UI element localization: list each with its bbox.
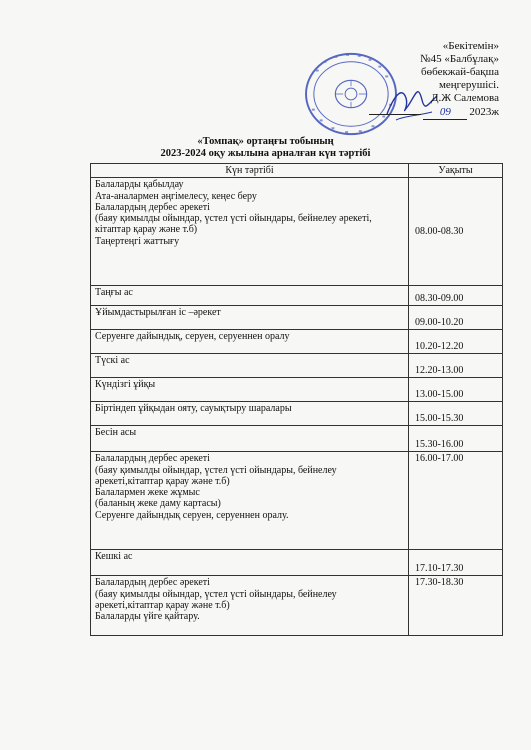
approval-line-5: Д.Ж Салемова — [431, 92, 499, 104]
time-cell: 15.30-16.00 — [409, 426, 503, 452]
activity-cell — [91, 178, 409, 286]
approval-line-4: меңгерушісі. — [438, 79, 499, 91]
activity-line: (баяу қимылды ойындар, үстел үсті ойындары, бейнелеу әрекеті, кітаптар қарау және т.б) — [95, 213, 372, 236]
time-cell: 10.20-12.20 — [409, 330, 503, 354]
activity-cell — [91, 354, 409, 378]
activity-line: Балаларды қабылдау — [95, 179, 184, 191]
activity-line: Серуенге дайындық, серуен, серуеннен оралу — [95, 331, 290, 343]
table-row — [91, 330, 503, 354]
activity-cell — [91, 452, 409, 550]
time-cell: 17.30-18.30 — [409, 576, 503, 636]
activity-line: Таңғы ас — [95, 287, 133, 299]
activity-line: Балалардың дербес әрекеті — [95, 577, 210, 589]
table-row — [91, 426, 503, 452]
activity-cell — [91, 550, 409, 576]
activity-line: (баланың жеке даму картасы) — [95, 498, 221, 510]
activity-line: Бесін асы — [95, 427, 137, 439]
document-title — [0, 136, 531, 160]
approval-date — [369, 106, 499, 120]
date-year: 2023ж — [469, 106, 499, 118]
activity-cell — [91, 306, 409, 330]
time-cell: 16.00-17.00 — [409, 452, 503, 550]
activity-line: Балалардың дербес әрекеті — [95, 453, 210, 465]
activity-line: (баяу қимылды ойындар, үстел үсті ойындары, бейнелеу әрекеті,кітаптар қарау және т.б) — [95, 588, 337, 611]
date-day-blank — [369, 114, 421, 115]
activity-cell — [91, 378, 409, 402]
title-line-1: «Томпақ» ортаңғы тобының — [197, 136, 334, 147]
date-month: 09 — [423, 106, 467, 120]
activity-line: Күндізгі ұйқы — [95, 379, 156, 391]
activity-cell — [91, 286, 409, 306]
time-cell: 08.30-09.00 — [409, 286, 503, 306]
header-activity: Күн тәртібі — [91, 164, 409, 178]
activity-cell — [91, 426, 409, 452]
time-cell: 15.00-15.30 — [409, 402, 503, 426]
time-cell: 13.00-15.00 — [409, 378, 503, 402]
approval-block — [369, 40, 499, 120]
table-row — [91, 354, 503, 378]
activity-cell — [91, 576, 409, 636]
table-header-row — [91, 164, 503, 178]
table-row — [91, 286, 503, 306]
time-cell: 08.00-08.30 — [409, 178, 503, 286]
activity-cell — [91, 402, 409, 426]
activity-line: Ата-аналармен әңгімелесу, кеңес беру — [95, 190, 257, 202]
activity-line: Балаларды үйге қайтару. — [95, 611, 200, 623]
approval-line-1: «Бекітемін» — [442, 40, 499, 52]
activity-line: Кешкі ас — [95, 551, 133, 563]
time-cell: 09.00-10.20 — [409, 306, 503, 330]
table-row — [91, 378, 503, 402]
activity-line: (баяу қимылды ойындар, үстел үсті ойындары, бейнелеу әрекеті,кітаптар қарау және т.б) — [95, 464, 337, 487]
activity-line: Балалармен жеке жұмыс — [95, 487, 200, 499]
header-time: Уақыты — [409, 164, 503, 178]
title-line-2: 2023-2024 оқу жылына арналған күн тәртібі — [160, 148, 371, 159]
approval-line-2: №45 «Балбұлақ» — [420, 53, 499, 65]
activity-line: Серуенге дайындық серуен, серуеннен оралу. — [95, 509, 289, 521]
activity-line: Балалардың дербес әрекеті — [95, 201, 210, 213]
table-row — [91, 550, 503, 576]
table-row — [91, 178, 503, 286]
table-row — [91, 576, 503, 636]
activity-line: Біртіндеп ұйқыдан ояту, сауықтыру шаралары — [95, 403, 292, 415]
table-row — [91, 452, 503, 550]
activity-line: Ұйымдастырылған іс –әрекет — [95, 307, 221, 319]
activity-cell — [91, 330, 409, 354]
schedule-table — [90, 163, 503, 636]
activity-line: Түскі ас — [95, 355, 130, 367]
time-cell: 17.10-17.30 — [409, 550, 503, 576]
activity-line: Таңертеңгі жаттығу — [95, 235, 180, 247]
approval-line-3: бөбекжай-бақша — [421, 66, 499, 78]
table-row — [91, 402, 503, 426]
table-row — [91, 306, 503, 330]
time-cell: 12.20-13.00 — [409, 354, 503, 378]
